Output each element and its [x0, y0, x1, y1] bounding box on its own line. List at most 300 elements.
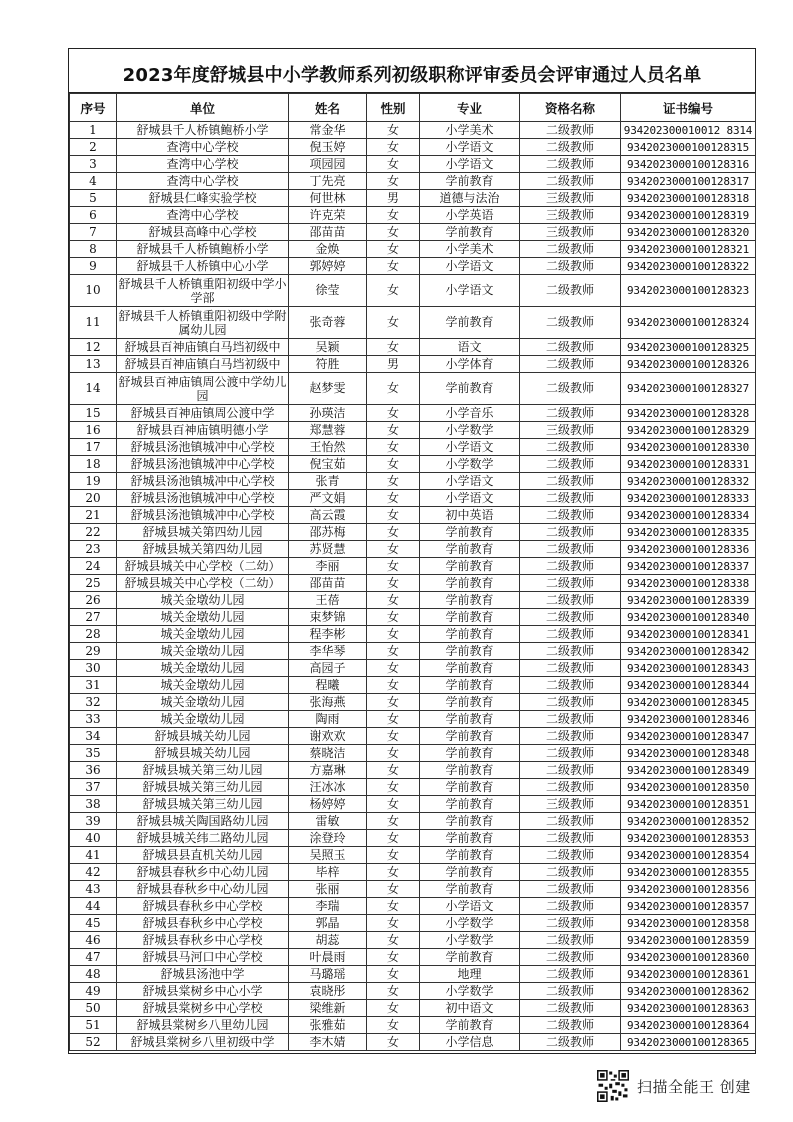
cell-unit: 舒城县汤池镇城冲中心学校	[117, 507, 289, 524]
cell-gender: 女	[367, 830, 420, 847]
cell-no: 5	[70, 190, 117, 207]
cell-no: 24	[70, 558, 117, 575]
cell-gender: 女	[367, 1034, 420, 1051]
cell-qualification: 二级教师	[520, 694, 621, 711]
cell-certificate: 9342023000100128341	[621, 626, 756, 643]
table-row	[70, 139, 756, 156]
cell-qualification: 二级教师	[520, 456, 621, 473]
table-row	[70, 983, 756, 1000]
header-gender: 性别	[367, 94, 420, 122]
cell-gender: 女	[367, 966, 420, 983]
table-row	[70, 524, 756, 541]
cell-no: 2	[70, 139, 117, 156]
cell-gender: 女	[367, 711, 420, 728]
cell-qualification: 二级教师	[520, 1000, 621, 1017]
cell-major: 小学语文	[420, 490, 520, 507]
cell-no: 29	[70, 643, 117, 660]
cell-no: 10	[70, 275, 117, 307]
cell-unit: 舒城县汤池镇城冲中心学校	[117, 490, 289, 507]
cell-name: 高园子	[289, 660, 367, 677]
cell-unit: 舒城县百神庙镇白马垱初级中	[117, 356, 289, 373]
cell-major: 学前教育	[420, 694, 520, 711]
cell-qualification: 二级教师	[520, 898, 621, 915]
cell-name: 邵苏梅	[289, 524, 367, 541]
cell-unit: 舒城县千人桥镇重阳初级中学附属幼儿园	[118, 308, 287, 337]
cell-no: 38	[70, 796, 117, 813]
cell-gender: 女	[367, 307, 420, 339]
cell-certificate: 9342023000100128344	[621, 677, 756, 694]
cell-name: 涂登玲	[289, 830, 367, 847]
cell-no: 3	[70, 156, 117, 173]
table-row	[70, 490, 756, 507]
cell-no: 40	[70, 830, 117, 847]
cell-major: 小学数学	[420, 422, 520, 439]
cell-qualification: 二级教师	[520, 241, 621, 258]
cell-qualification: 二级教师	[520, 1017, 621, 1034]
cell-name: 陶雨	[289, 711, 367, 728]
cell-unit: 舒城县百神庙镇白马垱初级中	[117, 339, 289, 356]
table-row	[70, 864, 756, 881]
cell-no: 45	[70, 915, 117, 932]
cell-qualification: 二级教师	[520, 275, 621, 307]
table-row	[70, 694, 756, 711]
cell-no: 13	[70, 356, 117, 373]
cell-major: 学前教育	[420, 558, 520, 575]
cell-gender: 女	[367, 983, 420, 1000]
cell-gender: 女	[367, 422, 420, 439]
cell-name: 郭婷婷	[289, 258, 367, 275]
cell-unit: 舒城县百神庙镇明德小学	[117, 422, 289, 439]
cell-major: 学前教育	[420, 626, 520, 643]
cell-major: 学前教育	[420, 830, 520, 847]
cell-unit: 舒城县棠树乡八里初级中学	[117, 1034, 289, 1051]
cell-name: 苏贤慧	[289, 541, 367, 558]
table-row	[70, 373, 756, 405]
header-name: 姓名	[289, 94, 367, 122]
cell-no: 33	[70, 711, 117, 728]
table-row	[70, 881, 756, 898]
cell-major: 小学英语	[420, 207, 520, 224]
cell-gender: 女	[367, 915, 420, 932]
cell-no: 36	[70, 762, 117, 779]
cell-name: 谢欢欢	[289, 728, 367, 745]
cell-unit: 舒城县城关第四幼儿园	[117, 524, 289, 541]
cell-no: 46	[70, 932, 117, 949]
cell-gender: 女	[367, 609, 420, 626]
cell-gender: 女	[367, 373, 420, 405]
cell-name: 邵苗苗	[289, 224, 367, 241]
cell-qualification: 二级教师	[520, 490, 621, 507]
cell-gender: 女	[367, 258, 420, 275]
cell-gender: 女	[367, 275, 420, 307]
cell-no: 27	[70, 609, 117, 626]
table-row	[70, 643, 756, 660]
table-row	[70, 207, 756, 224]
cell-name: 孙瑛洁	[289, 405, 367, 422]
cell-qualification: 二级教师	[520, 439, 621, 456]
cell-qualification: 二级教师	[520, 864, 621, 881]
cell-major: 小学语文	[420, 473, 520, 490]
cell-unit: 舒城县春秋乡中心幼儿园	[117, 881, 289, 898]
table-row	[70, 258, 756, 275]
cell-gender: 男	[367, 356, 420, 373]
cell-name: 马璐瑶	[289, 966, 367, 983]
cell-no: 23	[70, 541, 117, 558]
cell-major: 小学语文	[420, 439, 520, 456]
cell-name: 王怡然	[289, 439, 367, 456]
cell-certificate: 9342023000100128356	[621, 881, 756, 898]
cell-no: 26	[70, 592, 117, 609]
cell-certificate: 9342023000100128316	[621, 156, 756, 173]
cell-major: 小学语文	[420, 898, 520, 915]
table-row	[70, 241, 756, 258]
cell-gender: 女	[367, 339, 420, 356]
cell-unit: 舒城县城关中心学校（二幼）	[117, 575, 289, 592]
cell-major: 学前教育	[420, 864, 520, 881]
cell-no: 1	[70, 122, 117, 139]
table-row	[70, 966, 756, 983]
cell-name: 张丽	[289, 881, 367, 898]
cell-certificate: 9342023000100128347	[621, 728, 756, 745]
table-row	[70, 1034, 756, 1051]
cell-name: 程曦	[289, 677, 367, 694]
cell-qualification: 二级教师	[520, 592, 621, 609]
table-row	[70, 307, 756, 339]
cell-no: 28	[70, 626, 117, 643]
table-row	[70, 762, 756, 779]
cell-certificate: 9342023000100128339	[621, 592, 756, 609]
cell-certificate: 9342023000100128333	[621, 490, 756, 507]
cell-qualification: 二级教师	[520, 356, 621, 373]
cell-qualification: 二级教师	[520, 122, 621, 139]
document-title: 2023年度舒城县中小学教师系列初级职称评审委员会评审通过人员名单	[69, 60, 755, 93]
table-row	[70, 405, 756, 422]
cell-major: 学前教育	[420, 728, 520, 745]
table-row	[70, 1017, 756, 1034]
cell-qualification: 二级教师	[520, 1034, 621, 1051]
cell-no: 7	[70, 224, 117, 241]
cell-major: 小学美术	[420, 122, 520, 139]
cell-major: 初中语文	[420, 1000, 520, 1017]
cell-gender: 女	[367, 847, 420, 864]
cell-major: 学前教育	[420, 575, 520, 592]
cell-qualification: 二级教师	[520, 932, 621, 949]
cell-no: 19	[70, 473, 117, 490]
cell-name: 倪玉婷	[289, 139, 367, 156]
cell-certificate: 9342023000100128335	[621, 524, 756, 541]
cell-gender: 女	[367, 224, 420, 241]
header-certificate: 证书编号	[621, 94, 756, 122]
cell-qualification: 二级教师	[520, 762, 621, 779]
table-row	[70, 122, 756, 139]
cell-unit: 舒城县城关幼儿园	[117, 745, 289, 762]
cell-qualification: 二级教师	[520, 558, 621, 575]
cell-name: 项园园	[289, 156, 367, 173]
cell-unit: 舒城县城关第四幼儿园	[117, 541, 289, 558]
cell-major: 学前教育	[420, 609, 520, 626]
cell-name: 张奇蓉	[289, 307, 367, 339]
cell-unit: 舒城县城关幼儿园	[117, 728, 289, 745]
cell-certificate: 9342023000100128364	[621, 1017, 756, 1034]
cell-major: 学前教育	[420, 796, 520, 813]
header-qualification: 资格名称	[520, 94, 621, 122]
watermark-text: 扫描全能王 创建	[637, 1077, 751, 1096]
cell-qualification: 二级教师	[520, 915, 621, 932]
cell-certificate: 9342023000100128346	[621, 711, 756, 728]
cell-gender: 女	[367, 122, 420, 139]
cell-gender: 女	[367, 626, 420, 643]
cell-certificate: 9342023000100128357	[621, 898, 756, 915]
cell-major: 小学数学	[420, 915, 520, 932]
table-row	[70, 626, 756, 643]
cell-major: 学前教育	[420, 524, 520, 541]
cell-no: 35	[70, 745, 117, 762]
cell-name: 严文娟	[289, 490, 367, 507]
table-row	[70, 745, 756, 762]
cell-certificate: 9342023000100128343	[621, 660, 756, 677]
cell-no: 48	[70, 966, 117, 983]
cell-unit: 舒城县汤池镇城冲中心学校	[117, 439, 289, 456]
cell-gender: 女	[367, 762, 420, 779]
document-frame	[68, 48, 756, 1054]
table-row	[70, 796, 756, 813]
cell-certificate: 9342023000100128334	[621, 507, 756, 524]
cell-gender: 女	[367, 932, 420, 949]
cell-unit: 舒城县城关陶国路幼儿园	[117, 813, 289, 830]
cell-name: 汪冰冰	[289, 779, 367, 796]
cell-unit: 舒城县仁峰实验学校	[117, 190, 289, 207]
cell-qualification: 二级教师	[520, 881, 621, 898]
cell-name: 张雅茹	[289, 1017, 367, 1034]
cell-unit: 城关金墩幼儿园	[117, 592, 289, 609]
table-row	[70, 847, 756, 864]
cell-no: 12	[70, 339, 117, 356]
cell-qualification: 二级教师	[520, 473, 621, 490]
cell-major: 学前教育	[420, 711, 520, 728]
cell-unit: 舒城县城关第三幼儿园	[117, 779, 289, 796]
cell-major: 道德与法治	[420, 190, 520, 207]
table-row	[70, 558, 756, 575]
cell-certificate: 9342023000100128342	[621, 643, 756, 660]
cell-gender: 女	[367, 796, 420, 813]
cell-gender: 女	[367, 173, 420, 190]
cell-qualification: 二级教师	[520, 779, 621, 796]
cell-name: 梁维新	[289, 1000, 367, 1017]
cell-unit: 城关金墩幼儿园	[117, 626, 289, 643]
cell-major: 小学数学	[420, 983, 520, 1000]
cell-unit: 舒城县棠树乡八里幼儿园	[117, 1017, 289, 1034]
cell-certificate: 9342023000100128350	[621, 779, 756, 796]
cell-name: 金焕	[289, 241, 367, 258]
cell-major: 学前教育	[420, 881, 520, 898]
cell-qualification: 二级教师	[520, 173, 621, 190]
cell-unit: 城关金墩幼儿园	[117, 694, 289, 711]
cell-major: 小学语文	[420, 258, 520, 275]
cell-no: 37	[70, 779, 117, 796]
cell-unit: 舒城县城关第三幼儿园	[117, 796, 289, 813]
cell-qualification: 二级教师	[520, 156, 621, 173]
table-row	[70, 660, 756, 677]
cell-name: 丁先亮	[289, 173, 367, 190]
cell-name: 吴照玉	[289, 847, 367, 864]
cell-gender: 女	[367, 156, 420, 173]
cell-qualification: 二级教师	[520, 949, 621, 966]
cell-no: 47	[70, 949, 117, 966]
table-row	[70, 949, 756, 966]
cell-name: 何世林	[289, 190, 367, 207]
cell-qualification: 二级教师	[520, 139, 621, 156]
cell-no: 42	[70, 864, 117, 881]
cell-no: 43	[70, 881, 117, 898]
cell-no: 51	[70, 1017, 117, 1034]
cell-no: 18	[70, 456, 117, 473]
cell-qualification: 三级教师	[520, 190, 621, 207]
cell-unit: 舒城县马河口中心学校	[117, 949, 289, 966]
cell-name: 李瑞	[289, 898, 367, 915]
cell-name: 郑慧蓉	[289, 422, 367, 439]
cell-gender: 女	[367, 1017, 420, 1034]
cell-major: 学前教育	[420, 643, 520, 660]
cell-certificate: 9342023000100128354	[621, 847, 756, 864]
cell-unit: 舒城县棠树乡中心小学	[117, 983, 289, 1000]
cell-qualification: 二级教师	[520, 524, 621, 541]
cell-certificate: 9342023000100128336	[621, 541, 756, 558]
cell-unit: 舒城县汤池镇城冲中心学校	[117, 456, 289, 473]
cell-unit: 城关金墩幼儿园	[117, 643, 289, 660]
cell-certificate: 9342023000100128361	[621, 966, 756, 983]
cell-gender: 女	[367, 241, 420, 258]
cell-major: 学前教育	[420, 173, 520, 190]
cell-gender: 女	[367, 558, 420, 575]
cell-unit: 舒城县百神庙镇周公渡中学	[117, 405, 289, 422]
cell-qualification: 二级教师	[520, 373, 621, 405]
cell-no: 20	[70, 490, 117, 507]
cell-major: 学前教育	[420, 949, 520, 966]
cell-unit: 舒城县县直机关幼儿园	[117, 847, 289, 864]
cell-no: 6	[70, 207, 117, 224]
cell-major: 小学数学	[420, 456, 520, 473]
cell-unit: 舒城县汤池镇城冲中心学校	[117, 473, 289, 490]
cell-major: 小学语文	[420, 139, 520, 156]
cell-gender: 女	[367, 473, 420, 490]
cell-no: 50	[70, 1000, 117, 1017]
cell-qualification: 二级教师	[520, 507, 621, 524]
cell-gender: 女	[367, 575, 420, 592]
cell-unit: 舒城县千人桥镇鲍桥小学	[117, 122, 289, 139]
cell-qualification: 二级教师	[520, 983, 621, 1000]
cell-no: 32	[70, 694, 117, 711]
cell-name: 杨婷婷	[289, 796, 367, 813]
cell-certificate: 9342023000100128318	[621, 190, 756, 207]
cell-certificate: 9342023000100128329	[621, 422, 756, 439]
cell-certificate: 9342023000100128325	[621, 339, 756, 356]
cell-major: 学前教育	[420, 847, 520, 864]
cell-major: 学前教育	[420, 592, 520, 609]
cell-name: 毕梓	[289, 864, 367, 881]
cell-certificate: 9342023000100128345	[621, 694, 756, 711]
cell-unit: 查湾中心学校	[117, 207, 289, 224]
cell-major: 小学语文	[420, 275, 520, 307]
cell-name: 程李彬	[289, 626, 367, 643]
cell-unit: 舒城县城关纬二路幼儿园	[117, 830, 289, 847]
cell-gender: 男	[367, 190, 420, 207]
table-row	[70, 356, 756, 373]
cell-gender: 女	[367, 139, 420, 156]
cell-gender: 女	[367, 541, 420, 558]
cell-certificate: 9342023000100128315	[621, 139, 756, 156]
cell-no: 15	[70, 405, 117, 422]
cell-major: 学前教育	[420, 779, 520, 796]
cell-gender: 女	[367, 745, 420, 762]
cell-gender: 女	[367, 694, 420, 711]
cell-no: 30	[70, 660, 117, 677]
cell-no: 25	[70, 575, 117, 592]
cell-certificate: 9342023000100128332	[621, 473, 756, 490]
table-row	[70, 609, 756, 626]
table-row	[70, 456, 756, 473]
cell-unit: 舒城县千人桥镇鲍桥小学	[117, 241, 289, 258]
cell-unit: 查湾中心学校	[117, 139, 289, 156]
cell-qualification: 二级教师	[520, 728, 621, 745]
cell-certificate: 934202300010012 8314	[621, 122, 756, 139]
cell-qualification: 三级教师	[520, 224, 621, 241]
roster-table	[69, 93, 756, 1051]
cell-unit: 舒城县高峰中心学校	[117, 224, 289, 241]
table-row	[70, 422, 756, 439]
cell-qualification: 二级教师	[520, 830, 621, 847]
cell-certificate: 9342023000100128337	[621, 558, 756, 575]
cell-qualification: 二级教师	[520, 541, 621, 558]
cell-certificate: 9342023000100128348	[621, 745, 756, 762]
cell-gender: 女	[367, 660, 420, 677]
cell-certificate: 9342023000100128331	[621, 456, 756, 473]
table-row	[70, 677, 756, 694]
cell-qualification: 三级教师	[520, 207, 621, 224]
cell-major: 学前教育	[420, 745, 520, 762]
cell-unit: 查湾中心学校	[117, 156, 289, 173]
table-row	[70, 173, 756, 190]
cell-gender: 女	[367, 507, 420, 524]
table-row	[70, 507, 756, 524]
cell-no: 21	[70, 507, 117, 524]
cell-name: 雷敏	[289, 813, 367, 830]
cell-certificate: 9342023000100128359	[621, 932, 756, 949]
cell-no: 41	[70, 847, 117, 864]
header-major: 专业	[420, 94, 520, 122]
cell-no: 49	[70, 983, 117, 1000]
cell-major: 小学信息	[420, 1034, 520, 1051]
cell-qualification: 二级教师	[520, 643, 621, 660]
cell-gender: 女	[367, 779, 420, 796]
cell-major: 小学美术	[420, 241, 520, 258]
cell-no: 44	[70, 898, 117, 915]
cell-no: 17	[70, 439, 117, 456]
cell-gender: 女	[367, 439, 420, 456]
cell-name: 高云霞	[289, 507, 367, 524]
cell-name: 胡蕊	[289, 932, 367, 949]
table-row	[70, 915, 756, 932]
cell-unit: 舒城县春秋乡中心学校	[117, 898, 289, 915]
cell-gender: 女	[367, 207, 420, 224]
cell-no: 22	[70, 524, 117, 541]
table-row	[70, 728, 756, 745]
cell-major: 学前教育	[420, 813, 520, 830]
table-row	[70, 224, 756, 241]
cell-unit: 舒城县城关第三幼儿园	[117, 762, 289, 779]
cell-no: 14	[70, 373, 117, 405]
cell-qualification: 二级教师	[520, 711, 621, 728]
cell-certificate: 9342023000100128362	[621, 983, 756, 1000]
